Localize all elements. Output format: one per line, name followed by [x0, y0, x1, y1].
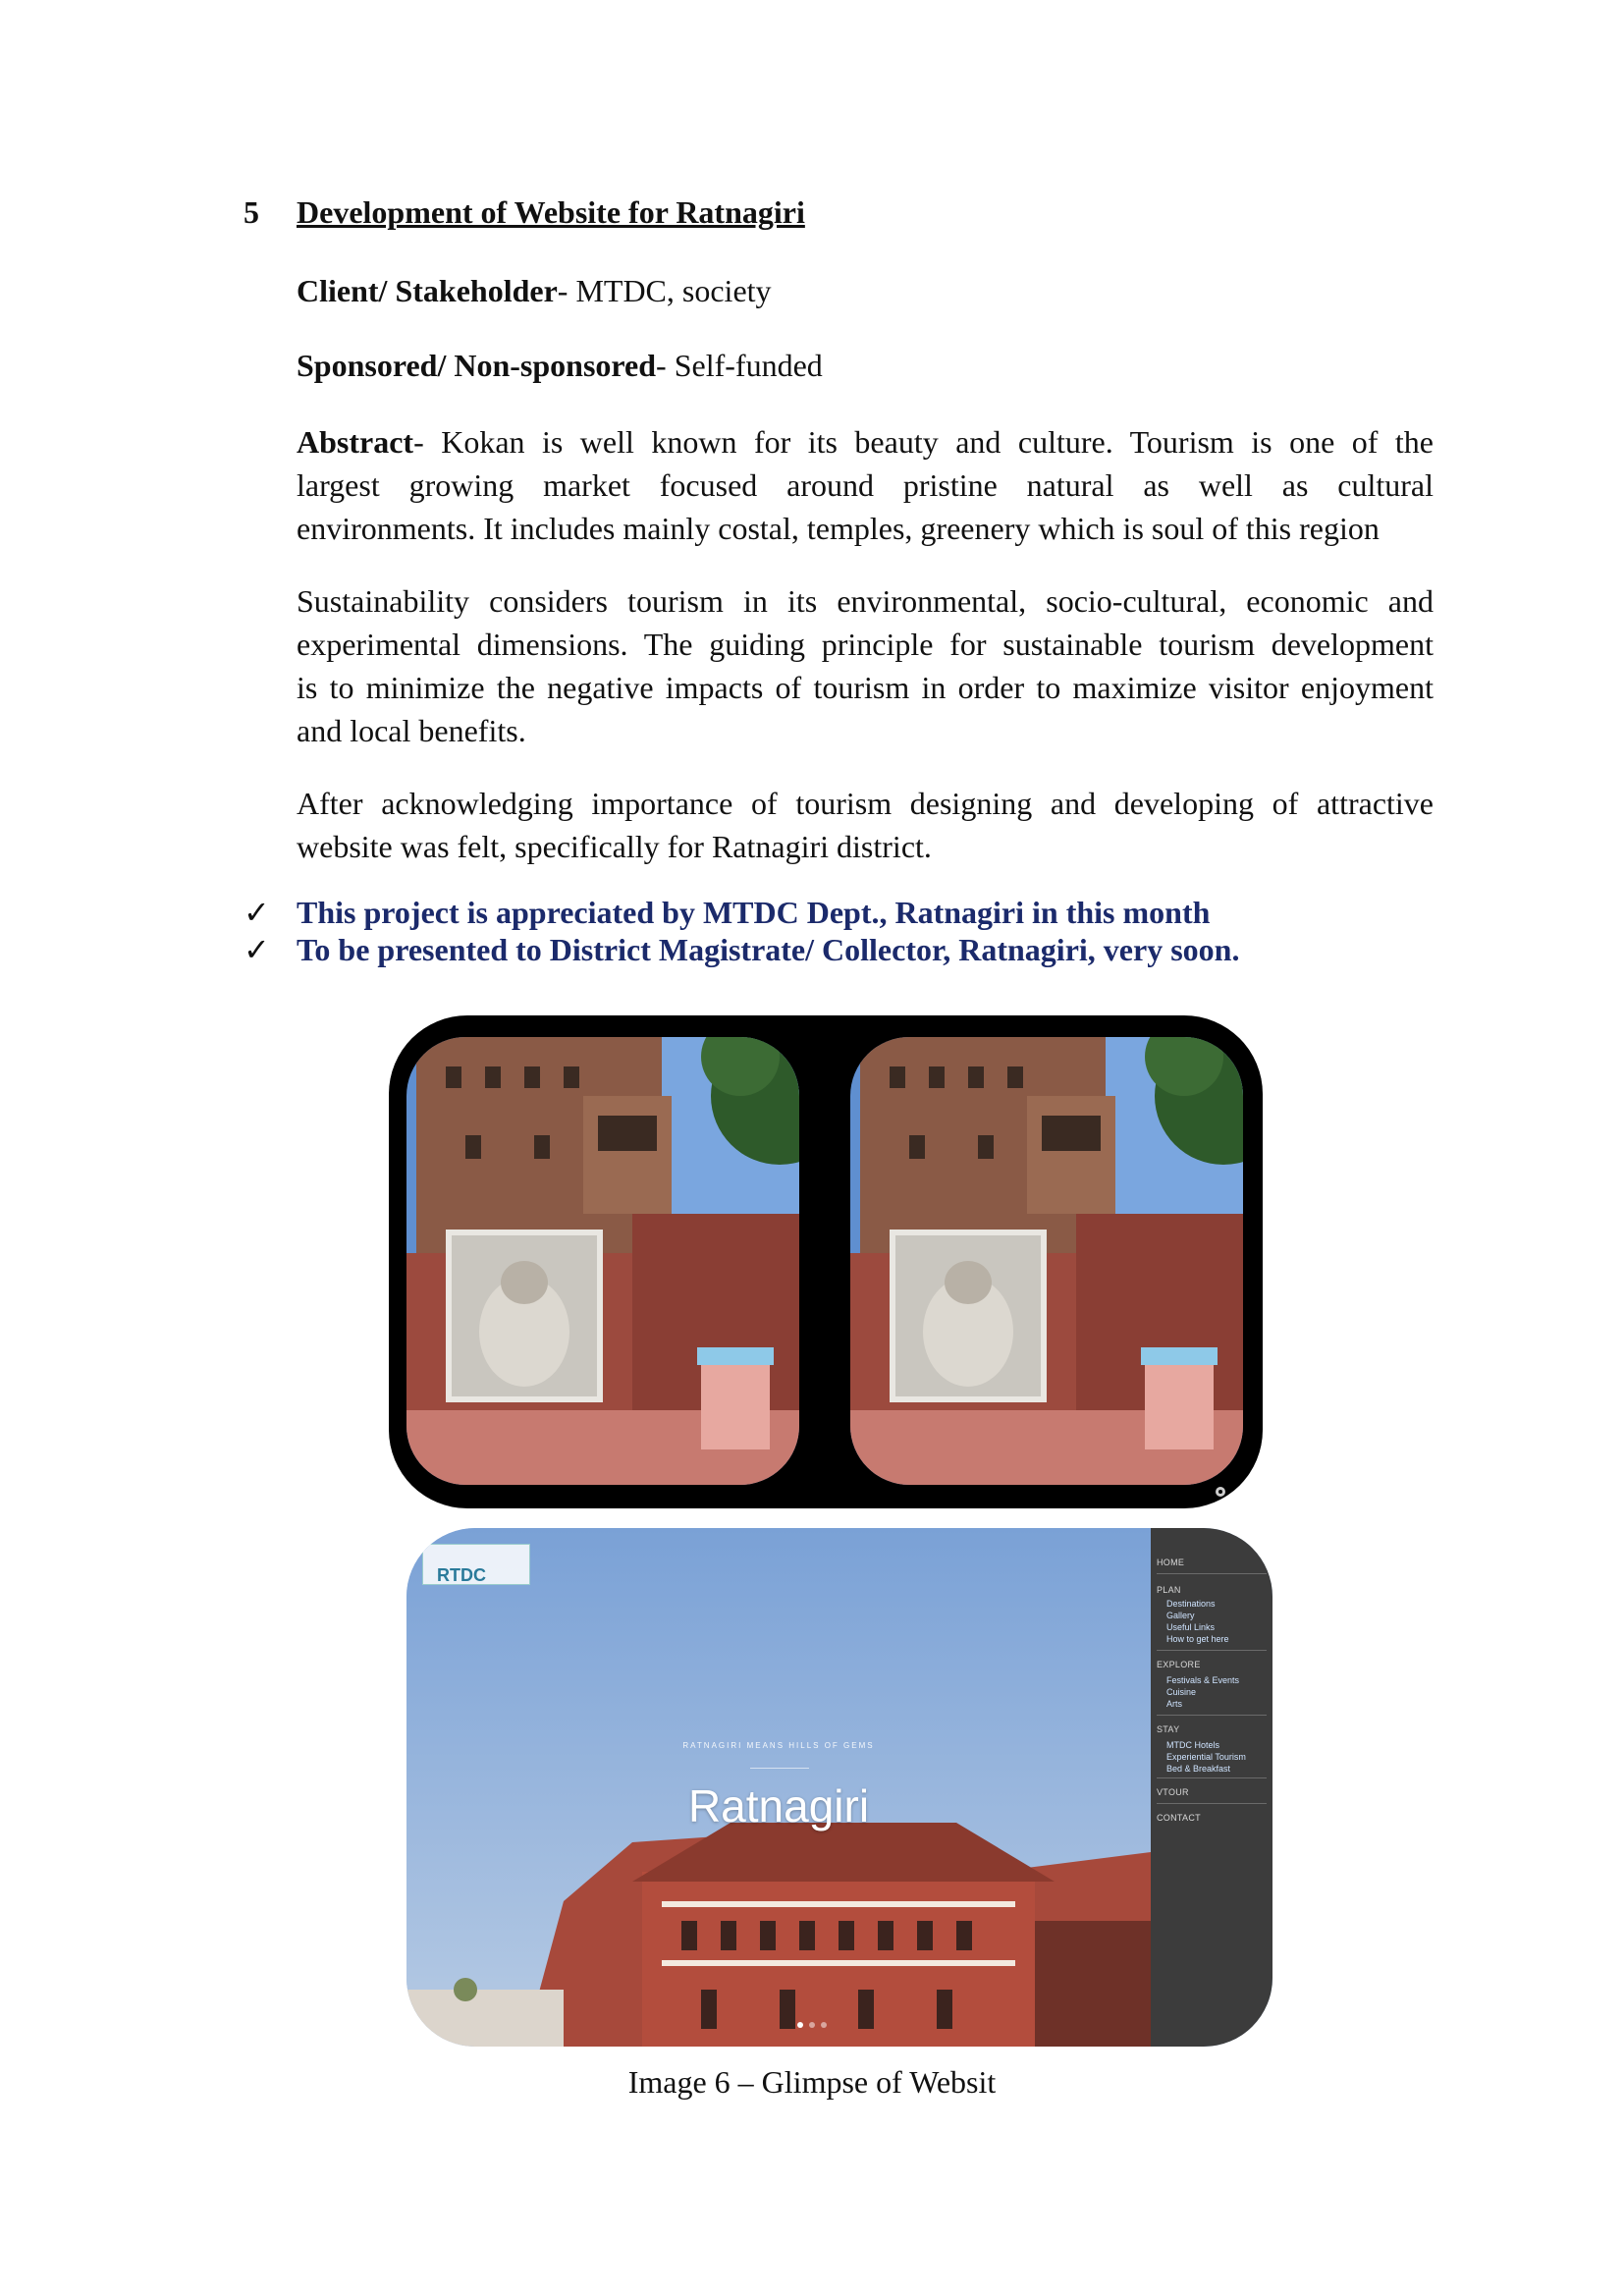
- vr-left-eye-photo: [406, 1037, 799, 1485]
- nav-divider: [1157, 1715, 1267, 1716]
- para2-line-3: is to minimize the negative impacts of tourism in order to maximize visitor enjoyment: [297, 670, 1434, 705]
- nav-how-to-get-here[interactable]: How to get here: [1166, 1634, 1229, 1644]
- abstract-line-1: Abstract- Kokan is well known for its beauty and culture. Tourism is one of the: [297, 424, 1434, 460]
- carousel-dot[interactable]: [821, 2022, 827, 2028]
- para2-line-1: Sustainability considers tourism in its environmental, socio-cultural, economic and: [297, 583, 1434, 619]
- carousel-dot[interactable]: [797, 2022, 803, 2028]
- vr-right-eye-photo: [850, 1037, 1243, 1485]
- sponsor-line: [297, 344, 1434, 387]
- carousel-indicators: [797, 2015, 833, 2033]
- client-value: - MTDC, society: [557, 273, 772, 308]
- nav-contact[interactable]: CONTACT: [1157, 1813, 1201, 1823]
- highlight-text: This project is appreciated by MTDC Dept., Ratnagiri in this month: [297, 895, 1211, 930]
- para3-line-1: After acknowledging importance of tourism designing and developing of attractive: [297, 786, 1434, 821]
- website-logo[interactable]: RTDC: [422, 1544, 530, 1585]
- website-title: Ratnagiri: [687, 1780, 870, 1831]
- carousel-dot[interactable]: [809, 2022, 815, 2028]
- nav-divider: [1157, 1650, 1267, 1651]
- abstract-label: Abstract: [297, 424, 414, 460]
- website-hero: [406, 1528, 1151, 2047]
- nav-explore[interactable]: EXPLORE: [1157, 1660, 1201, 1669]
- abstract-line-2: largest growing market focused around pristine natural as well as cultural: [297, 467, 1434, 503]
- abstract-paragraph: [297, 420, 1434, 550]
- nav-mtdc-hotels[interactable]: MTDC Hotels: [1166, 1740, 1220, 1750]
- tagline-divider: [750, 1768, 809, 1769]
- nav-festivals[interactable]: Festivals & Events: [1166, 1675, 1240, 1685]
- nav-useful-links[interactable]: Useful Links: [1166, 1622, 1216, 1632]
- client-line: [297, 269, 1434, 312]
- sustainability-paragraph: [297, 579, 1434, 752]
- client-label: Client/ Stakeholder: [297, 273, 558, 308]
- sponsor-value: - Self-funded: [656, 348, 823, 383]
- vr-stereo-image: [389, 1015, 1263, 1508]
- nav-plan[interactable]: PLAN: [1157, 1585, 1181, 1595]
- section-title: Development of Website for Ratnagiri: [297, 194, 805, 230]
- para3-line-2: website was felt, specifically for Ratnagiri district.: [297, 829, 932, 864]
- website-need-paragraph: [297, 782, 1434, 868]
- nav-divider: [1157, 1573, 1267, 1574]
- sponsor-label: Sponsored/ Non-sponsored: [297, 348, 657, 383]
- check-icon: ✓: [244, 895, 270, 930]
- website-tagline: RATNAGIRI MEANS HILLS OF GEMS: [682, 1741, 875, 1750]
- website-nav-sidebar: [1151, 1528, 1272, 2047]
- check-icon: ✓: [244, 932, 270, 967]
- nav-gallery[interactable]: Gallery: [1166, 1611, 1195, 1620]
- nav-cuisine[interactable]: Cuisine: [1166, 1687, 1197, 1697]
- nav-experiential-tourism[interactable]: Experiential Tourism: [1166, 1752, 1246, 1762]
- nav-bed-breakfast[interactable]: Bed & Breakfast: [1166, 1764, 1231, 1774]
- para2-line-2: experimental dimensions. The guiding principle for sustainable tourism development: [297, 627, 1434, 662]
- nav-divider: [1157, 1803, 1267, 1804]
- figure-caption: Image 6 – Glimpse of Websit: [627, 2064, 997, 2100]
- abstract-line-3: environments. It includes mainly costal, temples, greenery which is soul of this region: [297, 511, 1380, 546]
- nav-home[interactable]: HOME: [1157, 1558, 1185, 1567]
- section-number: 5: [244, 194, 259, 230]
- nav-vtour[interactable]: VTOUR: [1157, 1787, 1189, 1797]
- nav-arts[interactable]: Arts: [1166, 1699, 1183, 1709]
- website-screenshot: [406, 1528, 1272, 2047]
- para2-line-4: and local benefits.: [297, 713, 526, 748]
- highlight-text: To be presented to District Magistrate/ Collector, Ratnagiri, very soon.: [297, 932, 1240, 967]
- nav-divider: [1157, 1777, 1267, 1778]
- nav-stay[interactable]: STAY: [1157, 1724, 1180, 1734]
- nav-destinations[interactable]: Destinations: [1166, 1599, 1216, 1609]
- gear-icon: [1214, 1485, 1227, 1499]
